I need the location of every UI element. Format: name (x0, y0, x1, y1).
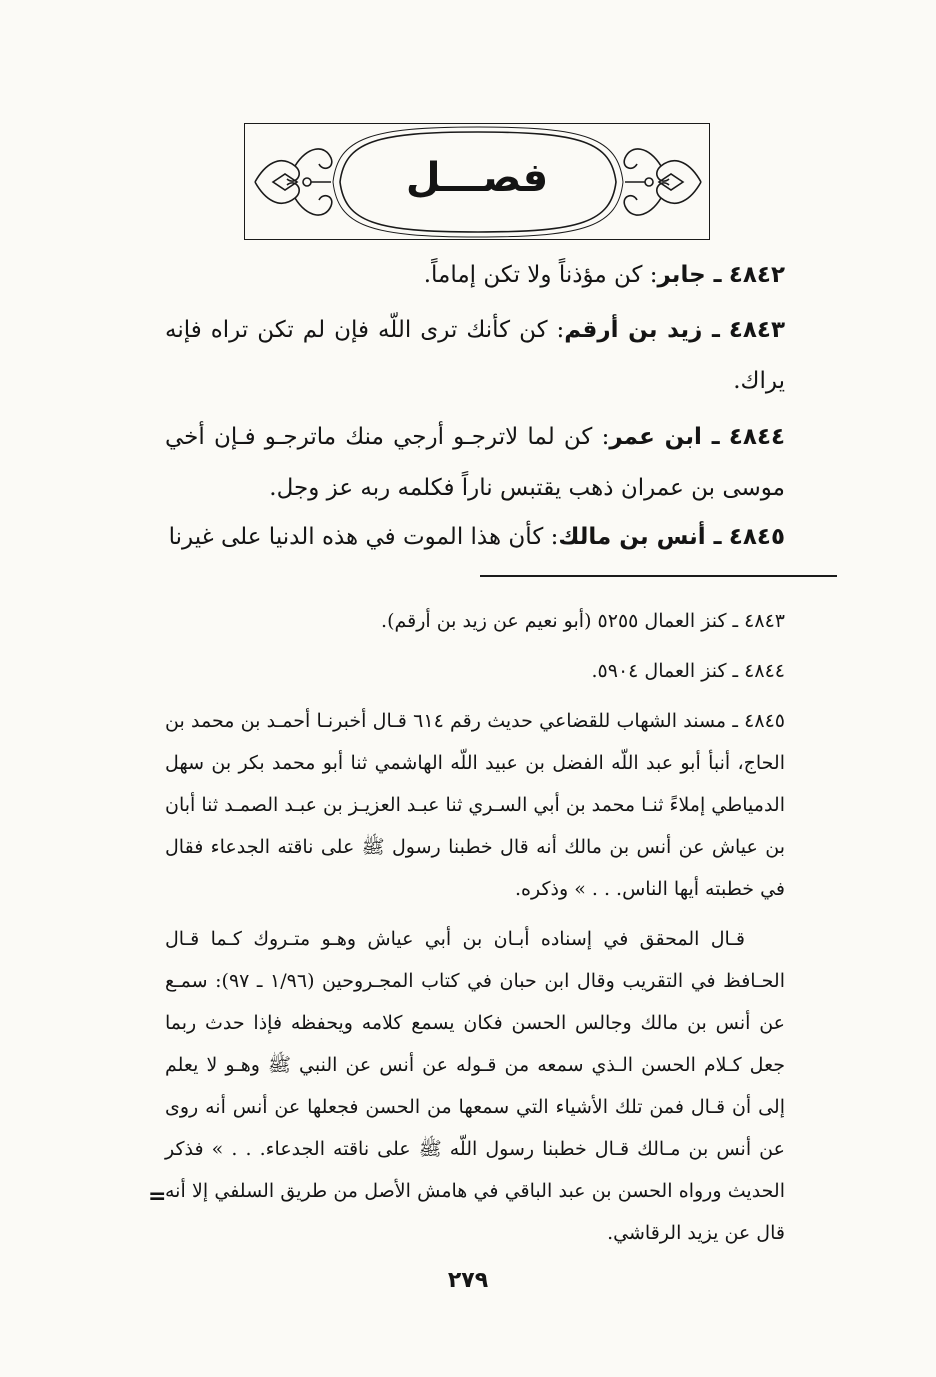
footnote-4843 (165, 600, 785, 642)
entry-number: ٤٨٤٤ (728, 424, 786, 450)
entry-number: ٤٨٤٥ (728, 524, 785, 550)
entry-number: ٤٨٤٣ (728, 317, 786, 343)
footnote-separator (480, 575, 837, 577)
entry-text: كأن هذا الموت في هذه الدنيا على غيرنا (168, 524, 544, 550)
continuation-mark: = (148, 1184, 167, 1209)
entry-narrator: ابن عمر (609, 424, 702, 450)
chapter-heading-frame (244, 123, 710, 240)
footnote-text: ـ مسند الشهاب للقضاعي حديث رقم ٦١٤ قـال أخبرنـا أحمـد بن محمد بن الحاج، أنبأ أبو عبد اللّه الفضل بن عبيد اللّه الهاشمي ثنا أبو محمد بكر بن سهل الدمياطي إملاءً ثنـا محمد بن أبي السـري ثنا عبـد العزيـز بن عبـد الصمـد ثنا أبان بن عياش عن أنس بن مالك أنه قال خطبنا رسول ﷺ على ناقته الجدعاء فقال في خطبته أيها الناس. . . » وذكره. (165, 710, 785, 900)
entry-text: كن كأنك ترى اللّه فإن لم تكن تراه فإنه يراك. (165, 317, 785, 394)
footnote-number: ٤٨٤٣ (744, 610, 785, 632)
footnote-text: قـال المحقق في إسناده أبـان بن أبي عياش وهـو متـروك كـما قـال الحـافظ في التقريب وقال ابن حبان في كتاب المجـروحين (١/٩٦ ـ ٩٧): سمـع عن أنس بن مالك وجالس الحسن فكان يسمع كلامه ويحفظه فإذا حدث ربما جعل كـلام الحسن الـذي سمعه من قـوله عن أنس عن النبي ﷺ وهـو لا يعلم إلى أن قـال فمن تلك الأشياء التي سمعها من الحسن فجعلها عن أنس أنه روى عن أنس بن مـالك قـال خطبنا رسول اللّه ﷺ على ناقته الجدعاء. . . » فذكر الحديث ورواه الحسن بن عبد الباقي في هامش الأصل من طريق السلفي إلا أنه قال عن يزيد الرقاشي. (165, 928, 785, 1244)
chapter-heading: فصـــل (405, 155, 549, 201)
entry-narrator: جابر (657, 262, 706, 288)
entry-number: ٤٨٤٢ (728, 262, 785, 288)
entry-text: كن مؤذناً ولا تكن إماماً. (423, 262, 643, 288)
entry-4844: ٤٨٤٤ ـ ابن عمر: كن لما لاترجـو أرجي منك ماترجـو فـإن أخي موسى بن عمران ذهب يقتبس ناراً فكلمه ربه عز وجل. (165, 424, 786, 501)
footnote-number: ٤٨٤٤ (744, 660, 785, 682)
editor-commentary (165, 918, 785, 1254)
page-number: ٢٧٩ (447, 1268, 489, 1293)
entry-4845: ٤٨٤٥ ـ أنس بن مالك: كأن هذا الموت في هذه الدنيا على غيرنا (168, 524, 785, 550)
footnote-number: ٤٨٤٥ (744, 710, 785, 732)
entry-4843: ٤٨٤٣ ـ زيد بن أرقم: كن كأنك ترى اللّه فإن لم تكن تراه فإنه يراك. (165, 317, 786, 394)
entry-text: كن لما لاترجـو أرجي منك ماترجـو فـإن أخي موسى بن عمران ذهب يقتبس ناراً فكلمه ربه عز وجل. (165, 424, 785, 501)
footnote-4845 (165, 700, 785, 910)
footnote-4844 (165, 650, 785, 692)
entry-narrator: أنس بن مالك (558, 524, 706, 550)
entry-narrator: زيد بن أرقم (564, 317, 703, 343)
footnote-text: ـ كنز العمال ٥٩٠٤. (591, 660, 739, 682)
footnote-text: ـ كنز العمال ٥٢٥٥ (أبو نعيم عن زيد بن أرقم). (381, 610, 739, 632)
entry-4842: ٤٨٤٢ ـ جابر: كن مؤذناً ولا تكن إماماً. (423, 262, 785, 288)
